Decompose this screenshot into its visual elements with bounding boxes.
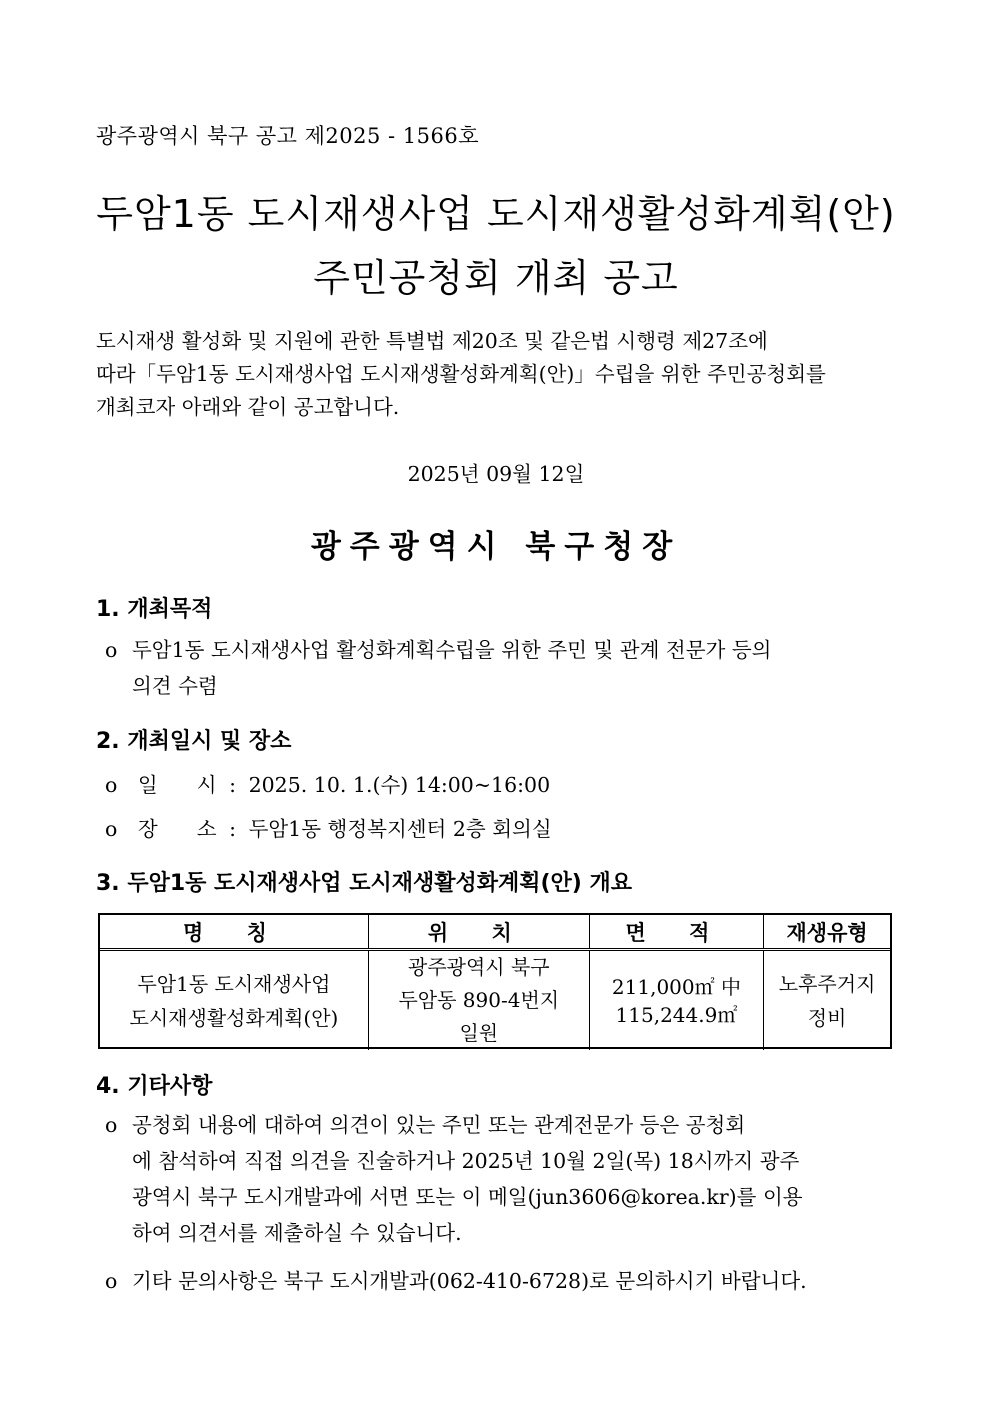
bullet-line: 두암1동 도시재생사업 활성화계획수립을 위한 주민 및 관계 전문가 등의 bbox=[132, 638, 772, 662]
schedule-datetime bbox=[105, 768, 550, 798]
bullet-text bbox=[132, 1263, 900, 1299]
bullet-text bbox=[132, 1107, 900, 1251]
cell-name: 두암1동 도시재생사업 도시재생활성화계획(안) bbox=[100, 950, 368, 1051]
bullet-marker: o bbox=[105, 773, 118, 797]
bullet-line: 하여 의견서를 제출하실 수 있습니다. bbox=[132, 1221, 462, 1245]
issuer-name: 광주광역시 북구청장 bbox=[310, 529, 682, 565]
section-4-bullet-1 bbox=[105, 1107, 900, 1251]
cell-location: 광주광역시 북구 두암동 890-4번지 일원 bbox=[368, 950, 589, 1051]
bullet-marker: o bbox=[105, 638, 118, 662]
bullet-marker: o bbox=[105, 817, 118, 841]
title-line-2: 주민공청회 개최 공고 bbox=[313, 256, 679, 300]
section-1-heading: 1. 개최목적 bbox=[96, 597, 213, 622]
place-value: 두암1동 행정복지센터 2층 회의실 bbox=[248, 817, 552, 841]
header-area: 면 적 bbox=[589, 915, 764, 950]
place-label: 장 소 bbox=[137, 817, 217, 841]
bullet-marker: o bbox=[105, 1113, 118, 1137]
notice-date: 2025년 09월 12일 bbox=[407, 462, 585, 486]
bullet-text bbox=[132, 632, 900, 704]
place-sep: : bbox=[229, 817, 237, 841]
datetime-label: 일 시 bbox=[137, 773, 217, 797]
datetime-sep: : bbox=[229, 773, 237, 797]
section-4-bullet-2 bbox=[105, 1263, 900, 1299]
header-name: 명 칭 bbox=[100, 915, 368, 950]
cell-area: 211,000㎡ 中 115,244.9㎡ bbox=[589, 950, 764, 1051]
bullet-line: 기타 문의사항은 북구 도시개발과(062-410-6728)로 문의하시기 바랍니다. bbox=[132, 1269, 807, 1293]
section-4-heading: 4. 기타사항 bbox=[96, 1074, 213, 1099]
table-header-row bbox=[100, 915, 890, 950]
intro-line: 따라「두암1동 도시재생사업 도시재생활성화계획(안)」수립을 위한 주민공청회를 bbox=[96, 362, 826, 386]
cell-type: 노후주거지 정비 bbox=[764, 950, 890, 1051]
bullet-line: 의견 수렴 bbox=[132, 674, 218, 698]
datetime-value: 2025. 10. 1.(수) 14:00~16:00 bbox=[248, 773, 551, 797]
intro-paragraph bbox=[96, 325, 896, 424]
bullet-line: 에 참석하여 직접 의견을 진술하거나 2025년 10월 2일(목) 18시까지 광주 bbox=[132, 1149, 800, 1173]
section-1-bullet bbox=[105, 632, 900, 704]
notice-number: 광주광역시 북구 공고 제2025 - 1566호 bbox=[96, 124, 480, 148]
overview-table bbox=[98, 913, 892, 1049]
intro-line: 도시재생 활성화 및 지원에 관한 특별법 제20조 및 같은법 시행령 제27조에 bbox=[96, 329, 768, 353]
bullet-line: 광역시 북구 도시개발과에 서면 또는 이 메일(jun3606@korea.kr)를 이용 bbox=[132, 1185, 803, 1209]
intro-line: 개최코자 아래와 같이 공고합니다. bbox=[96, 395, 400, 419]
bullet-line: 공청회 내용에 대하여 의견이 있는 주민 또는 관계전문가 등은 공청회 bbox=[132, 1113, 746, 1137]
section-2-heading: 2. 개최일시 및 장소 bbox=[96, 729, 292, 754]
section-3-heading: 3. 두암1동 도시재생사업 도시재생활성화계획(안) 개요 bbox=[96, 871, 633, 896]
title-line-1: 두암1동 도시재생사업 도시재생활성화계획(안) bbox=[96, 192, 896, 236]
table-row bbox=[100, 950, 890, 1051]
header-type: 재생유형 bbox=[764, 915, 890, 950]
bullet-marker: o bbox=[105, 1269, 118, 1293]
schedule-place bbox=[105, 812, 552, 842]
header-location: 위 치 bbox=[368, 915, 589, 950]
